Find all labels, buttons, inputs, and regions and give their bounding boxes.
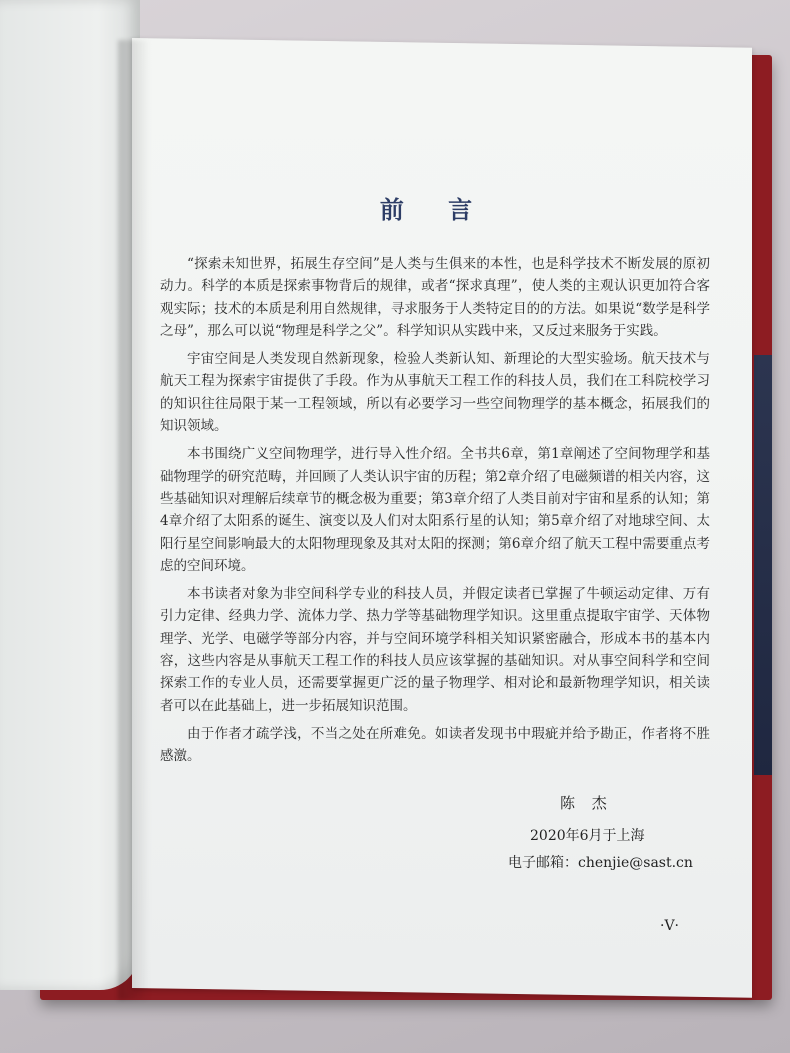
author-signature: 陈 杰 xyxy=(560,794,613,812)
cover-stripe xyxy=(754,355,772,775)
email-line: 电子邮箱：chenjie@sast.cn xyxy=(508,855,693,871)
preface-title: 前 言 xyxy=(379,195,491,224)
preface-paragraph-3: 本书围绕广义空间物理学，进行导入性介绍。全书共6章，第1章阐述了空间物理学和基础物理学的研究范畴，并回顾了人类认识宇宙的历程；第2章介绍了电磁频谱的相关内容，这些基础知识对理解后续章节的概念极为重要；第3章介绍了人类目前对宇宙和星系的认知；第4章介绍了太阳系的诞生、演变以及人们对太阳系行星的认知；第5章介绍了对地球空间、太阳行星空间影响最大的太阳物理现象及其对太阳的探测；第6章介绍了航天工程中需要重点考虑的空间环境。 xyxy=(160,446,710,574)
preface-paragraph-4: 本书读者对象为非空间科学专业的科技人员，并假定读者已掌握了牛顿运动定律、万有引力定律、经典力学、流体力学、热力学等基础物理学知识。这里重点提取宇宙学、天体物理学、光学、电磁学等部分内容，并与空间环境学科相关知识紧密融合，形成本书的基本内容，这些内容是从事航天工程工作的科技人员应该掌握的基础知识。对从事空间科学和空间探索工作的专业人员，还需要掌握更广泛的量子物理学、相对论和最新物理学知识，相关读者可以在此基础上，进一步拓展知识范围。 xyxy=(160,586,710,714)
book-gutter-shadow xyxy=(118,40,158,1000)
date-line: 2020年6月于上海 xyxy=(530,828,645,844)
preface-paragraph-1: “探索未知世界，拓展生存空间”是人类与生俱来的本性，也是科学技术不断发展的原初动力。科学的本质是探索事物背后的规律，或者“探求真理”，使人类的主观认识更加符合客观实际；技术的本质是利用自然规律，寻求服务于人类特定目的的方法。如果说“数学是科学之母”，那么可以说“物理是科学之父”。科学知识从实践中来，又反过来服务于实践。 xyxy=(160,256,710,339)
preface-paragraph-5: 由于作者才疏学浅，不当之处在所难免。如读者发现书中瑕疵并给予勘正，作者将不胜感激。 xyxy=(160,725,710,765)
preface-content xyxy=(160,190,710,774)
preface-paragraph-2: 宇宙空间是人类发现自然新现象，检验人类新认知、新理论的大型实验场。航天技术与航天工程为探索宇宙提供了手段。作为从事航天工程工作的科技人员，我们在工科院校学习的知识往往局限于某一工程领域，所以有必要学习一些空间物理学的基本概念，拓展我们的知识领域。 xyxy=(160,351,710,435)
page-number: ·V· xyxy=(660,918,680,934)
